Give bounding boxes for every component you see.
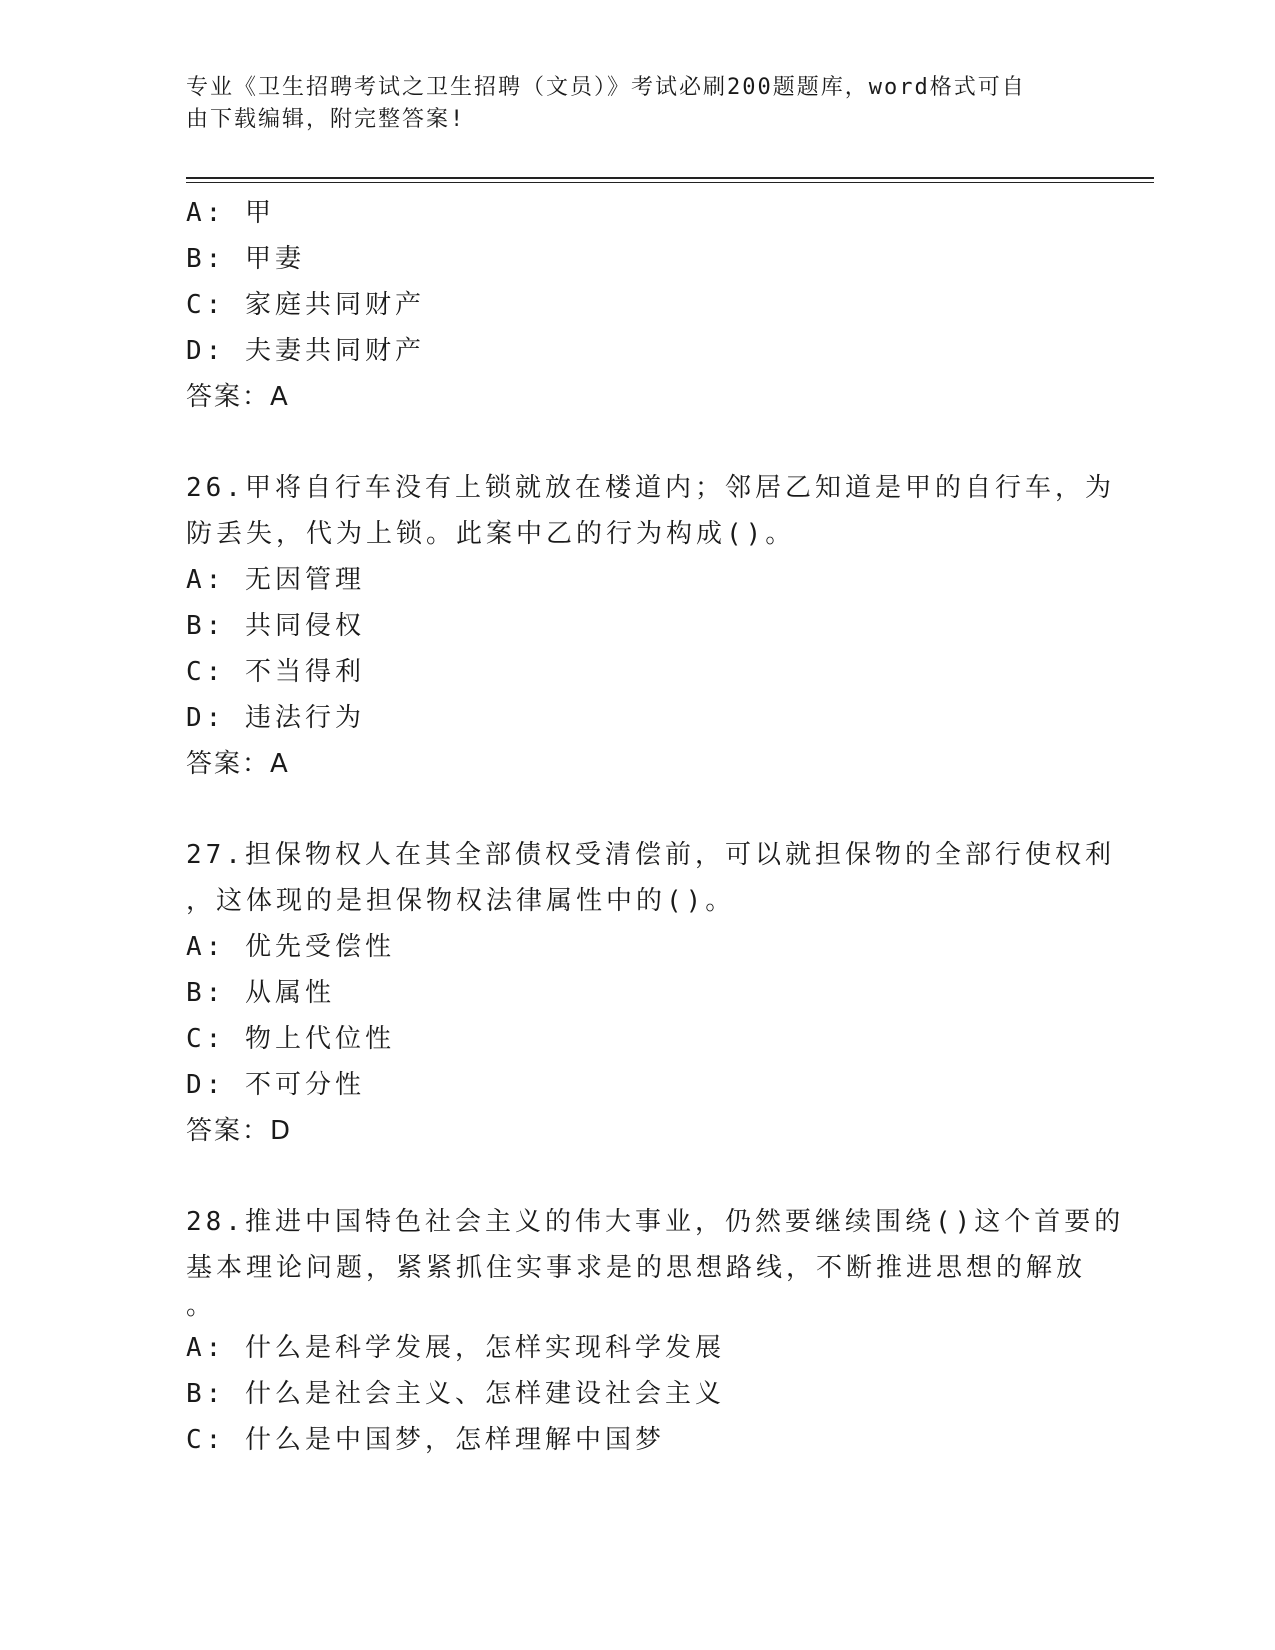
option-b: B: 甲妻 [186, 244, 305, 274]
spacer [186, 787, 1086, 832]
header-rule-bottom [186, 182, 1154, 183]
document-header [186, 72, 1066, 136]
question-stem-line-2: 防丢失，代为上锁。此案中乙的行为构成()。 [186, 519, 796, 549]
answer: 答案：A [186, 382, 290, 412]
option-b: B: 共同侵权 [186, 611, 365, 641]
question-stem-line-1: 26.甲将自行车没有上锁就放在楼道内；邻居乙知道是甲的自行车，为 [186, 473, 1115, 503]
spacer [186, 1154, 1086, 1199]
option-c: C: 什么是中国梦，怎样理解中国梦 [186, 1425, 665, 1455]
option-c: C: 不当得利 [186, 657, 365, 687]
header-line-2: 由下载编辑，附完整答案! [186, 107, 466, 132]
header-rule-top [186, 177, 1154, 179]
option-c: C: 家庭共同财产 [186, 290, 425, 320]
answer: 答案：A [186, 749, 290, 779]
option-d: D: 不可分性 [186, 1070, 365, 1100]
question-stem-line-2: 基本理论问题，紧紧抓住实事求是的思想路线，不断推进思想的解放 [186, 1253, 1087, 1283]
question-27 [186, 832, 1115, 1154]
question-26 [186, 465, 1115, 787]
option-c: C: 物上代位性 [186, 1024, 395, 1054]
question-list [186, 190, 1125, 1463]
option-a: A: 甲 [186, 198, 275, 228]
question-stem-line-1: 28.推进中国特色社会主义的伟大事业，仍然要继续围绕()这个首要的 [186, 1207, 1125, 1237]
question-stem-line-3: 。 [186, 1291, 217, 1321]
option-b: B: 从属性 [186, 978, 335, 1008]
question-28 [186, 1199, 1125, 1463]
option-d: D: 违法行为 [186, 703, 365, 733]
header-line-1: 专业《卫生招聘考试之卫生招聘（文员）》考试必刷200题题库，word格式可自 [186, 75, 1026, 100]
option-b: B: 什么是社会主义、怎样建设社会主义 [186, 1379, 725, 1409]
question-stem-line-2: ，这体现的是担保物权法律属性中的()。 [186, 886, 736, 916]
spacer [186, 420, 1086, 465]
answer: 答案：D [186, 1116, 293, 1146]
option-d: D: 夫妻共同财产 [186, 336, 425, 366]
option-a: A: 什么是科学发展，怎样实现科学发展 [186, 1333, 725, 1363]
option-a: A: 无因管理 [186, 565, 365, 595]
question-stem-line-1: 27.担保物权人在其全部债权受清偿前，可以就担保物的全部行使权利 [186, 840, 1115, 870]
question-25 [186, 190, 1086, 420]
option-a: A: 优先受偿性 [186, 932, 395, 962]
